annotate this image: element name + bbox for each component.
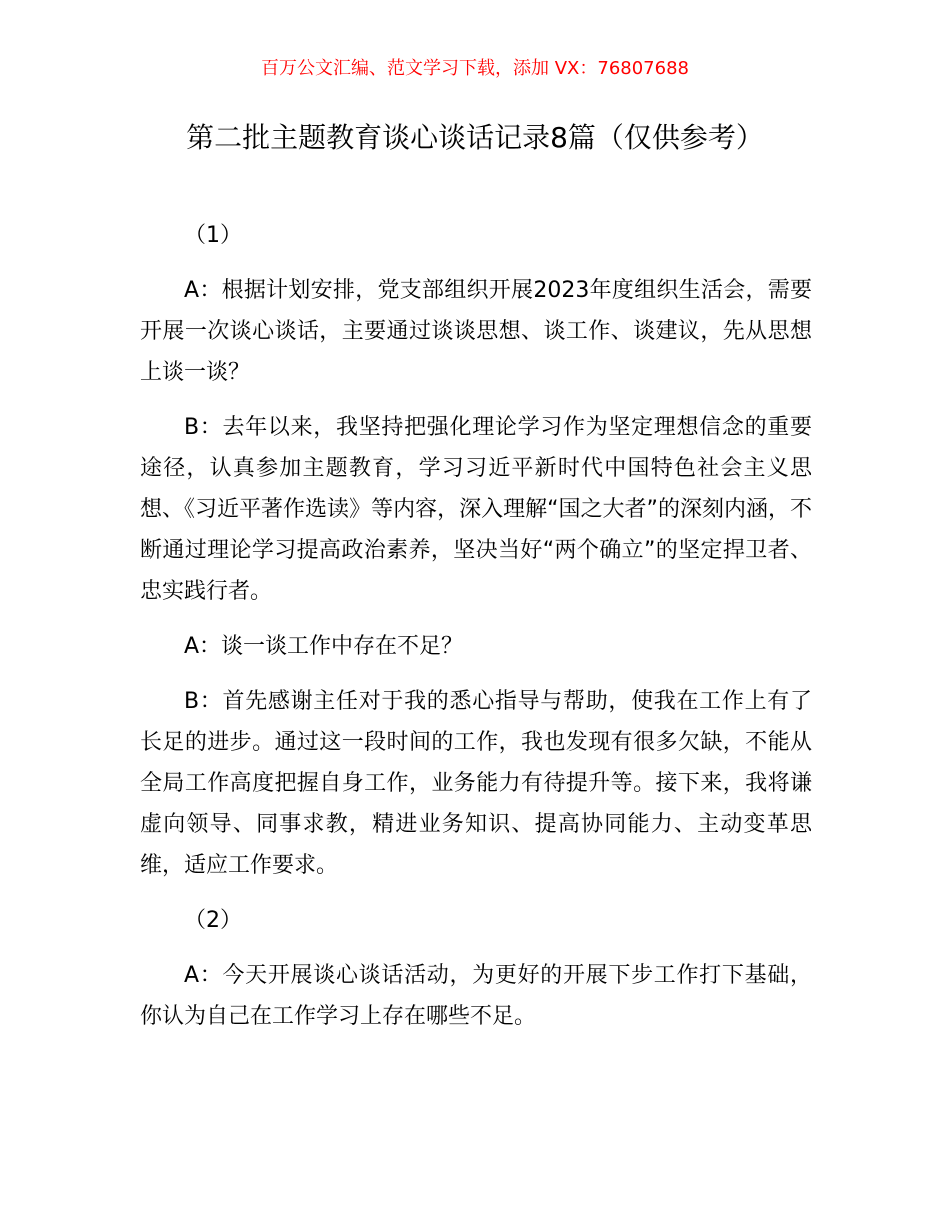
- section-label: （2）: [184, 908, 242, 933]
- paragraph: A：根据计划安排，党支部组织开展2023年度组织生活会，需要开展一次谈心谈话，主要通过谈谈思想、谈工作、谈建议，先从思想上谈一谈？: [140, 278, 812, 385]
- header-notice: 百万公文汇编、范文学习下载，添加 VX：76807688: [261, 58, 689, 79]
- paragraph: A：谈一谈工作中存在不足？: [184, 634, 464, 659]
- paragraph: B：去年以来，我坚持把强化理论学习作为坚定理想信念的重要途径，认真参加主题教育，学习习近平新时代中国特色社会主义思想、《习近平著作选读》等内容，深入理解“国之大者”的深刻内涵，不断通过理论学习提高政治素养，坚决当好“两个确立”的坚定捍卫者、忠实践行者。: [140, 415, 812, 604]
- paragraph: A：今天开展谈心谈话活动，为更好的开展下步工作打下基础，你认为自己在工作学习上存在哪些不足。: [140, 963, 812, 1029]
- document-body: [140, 215, 812, 1051]
- section-label: （1）: [184, 223, 242, 248]
- paragraph: B：首先感谢主任对于我的悉心指导与帮助，使我在工作上有了长足的进步。通过这一段时间的工作，我也发现有很多欠缺，不能从全局工作高度把握自身工作，业务能力有待提升等。接下来，我将谦虚向领导、同事求教，精进业务知识、提高协同能力、主动变革思维，适应工作要求。: [140, 689, 812, 878]
- document-title: 第二批主题教育谈心谈话记录8篇（仅供参考）: [186, 121, 764, 154]
